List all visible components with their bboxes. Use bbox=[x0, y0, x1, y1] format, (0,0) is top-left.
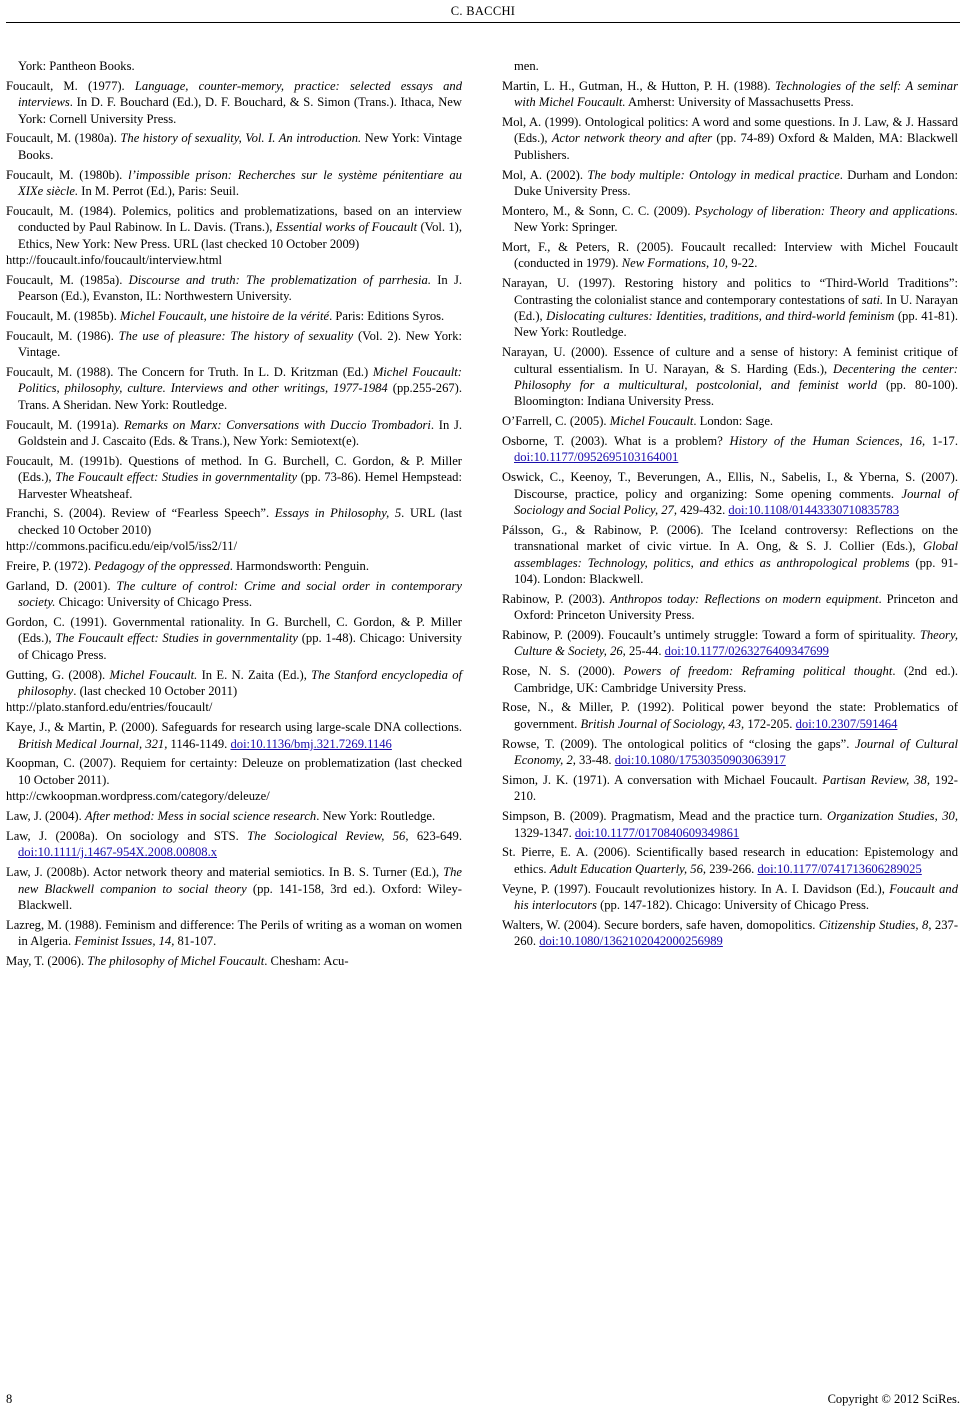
doi-link[interactable]: doi:10.2307/591464 bbox=[795, 716, 898, 731]
reference-text: In U. Narayan (Ed.), bbox=[514, 292, 958, 324]
reference-italic-title: Technologies of the self: A seminar with Michel Foucault. bbox=[514, 78, 958, 110]
doi-link[interactable]: doi:10.1080/1362102042000256989 bbox=[539, 934, 723, 949]
reference-italic-title: The Stanford encyclopedia of philosophy bbox=[18, 667, 463, 699]
reference-text: 237-260. bbox=[514, 917, 959, 949]
doi-link[interactable]: doi:10.1136/bmj.321.7269.1146 bbox=[230, 736, 392, 751]
reference-text: Mort, F., & Peters, R. (2005). Foucault recalled: Interview with Michel Foucault (conducted in 1979). bbox=[502, 240, 958, 271]
running-header: C. BACCHI bbox=[450, 4, 516, 18]
reference-italic-title: The philosophy of Michel Foucault bbox=[87, 953, 265, 968]
reference-text: Rabinow, P. (2009). Foucault’s untimely struggle: Toward a form of spirituality. bbox=[502, 628, 920, 643]
reference-text: . Chesham: Acu- bbox=[264, 953, 349, 968]
reference-text: Foucault, M. (1980a). bbox=[6, 131, 121, 146]
reference-entry bbox=[6, 917, 462, 950]
reference-italic-title: The body multiple: Ontology in medical practice bbox=[587, 167, 840, 182]
reference-italic-title: Journal of Sociology and Social Policy, 27, bbox=[514, 486, 959, 518]
reference-italic-title: sati. bbox=[861, 292, 884, 307]
reference-entry bbox=[502, 433, 958, 466]
reference-text: Koopman, C. (2007). Requiem for certainty: Deleuze on problematization (last checked 10 October 2011). bbox=[6, 756, 462, 787]
reference-text: . London: Sage. bbox=[693, 414, 774, 429]
reference-italic-title: Anthropos today: Reflections on modern equipment bbox=[610, 591, 879, 606]
reference-continuation bbox=[502, 58, 958, 74]
reference-text: Narayan, U. (1997). Restoring history and politics to “Third-World Traditions”: Contrasting the colonialist stance and contemporary contestations of bbox=[502, 276, 958, 307]
reference-entry bbox=[6, 203, 462, 269]
reference-text: 192-210. bbox=[514, 772, 959, 804]
reference-text: 172-205. bbox=[744, 716, 796, 731]
reference-text: Law, J. (2008a). On sociology and STS. bbox=[6, 828, 248, 843]
reference-text: Rose, N., & Miller, P. (1992). Political power beyond the state: Problematics of government. bbox=[502, 700, 958, 731]
reference-text: In M. Perrot (Ed.), Paris: Seuil. bbox=[78, 184, 240, 199]
reference-url[interactable]: http://commons.pacificu.edu/eip/vol5/iss2/11/ bbox=[6, 539, 238, 554]
reference-italic-title: Michel Foucault bbox=[609, 414, 694, 429]
reference-text: Mol, A. (2002). bbox=[502, 167, 588, 182]
reference-text: Oswick, C., Keenoy, T., Beverungen, A., Ellis, N., Sabelis, I., & Yberna, S. (2007). Discourse, practice, policy and organizing: Some opening comments. bbox=[502, 470, 958, 501]
reference-text: . Paris: Editions Syros. bbox=[329, 309, 445, 324]
reference-italic-title: Essays in Philosophy, 5 bbox=[274, 506, 402, 521]
references-left-column bbox=[6, 58, 462, 973]
reference-entry bbox=[6, 453, 462, 502]
reference-italic-title: Dislocating cultures: Identities, traditions, and third-world feminism bbox=[546, 309, 895, 324]
reference-entry bbox=[6, 364, 462, 413]
reference-italic-title: Powers of freedom: Reframing political thought bbox=[623, 664, 893, 679]
reference-italic-title: Michel Foucault: Politics, philosophy, culture. Interviews and other writings, 1977-1984 bbox=[18, 365, 462, 396]
doi-link[interactable]: doi:10.1080/17530350903063917 bbox=[614, 753, 786, 768]
reference-italic-title: Essential works of Foucault bbox=[275, 220, 418, 235]
reference-entry bbox=[502, 808, 958, 841]
reference-entry bbox=[502, 239, 958, 272]
reference-text: O’Farrell, C. (2005). bbox=[502, 414, 610, 429]
reference-text: 623-649. bbox=[408, 828, 463, 843]
reference-text: . In J. Goldstein and J. Cascaito (Eds. & Trans.), New York: Semiotext(e). bbox=[18, 417, 462, 449]
reference-italic-title: The culture of control: Crime and social order in contemporary society. bbox=[18, 578, 462, 610]
reference-text: men. bbox=[514, 59, 539, 73]
reference-italic-title: Global assemblages: Technology, politics, and ethics as anthropological problems bbox=[514, 539, 958, 570]
references-right-column bbox=[502, 58, 958, 953]
reference-entry bbox=[502, 736, 958, 769]
reference-entry bbox=[6, 719, 462, 752]
reference-text: Law, J. (2008b). Actor network theory and material semiotics. In B. S. Turner (Ed.), bbox=[6, 865, 444, 880]
reference-entry bbox=[6, 505, 462, 554]
reference-italic-title: Actor network theory and after bbox=[551, 131, 713, 146]
reference-italic-title: British Medical Journal, 321, bbox=[18, 736, 168, 751]
reference-text: York: Pantheon Books. bbox=[18, 59, 135, 73]
reference-text: Mol, A. (1999). Ontological politics: A word and some questions. In J. Law, & J. Hassard (Eds.), bbox=[502, 115, 958, 146]
reference-text: (pp. 80-100). Bloomington: Indiana University Press. bbox=[514, 378, 958, 409]
reference-italic-title: Theory, Culture & Society, 26, bbox=[514, 628, 958, 659]
reference-italic-title: Michel Foucault. bbox=[109, 667, 198, 682]
reference-text: Foucault, M. (1991a). bbox=[6, 417, 124, 432]
reference-entry bbox=[502, 844, 958, 877]
reference-text: Rabinow, P. (2003). bbox=[502, 591, 611, 606]
reference-text: (pp. 41-81). New York: Routledge. bbox=[514, 309, 958, 340]
reference-text: (Vol. 2). New York: Vintage. bbox=[18, 328, 462, 360]
reference-text: Osborne, T. (2003). What is a problem? bbox=[502, 434, 730, 449]
reference-italic-title: British Journal of Sociology, 43, bbox=[580, 716, 745, 731]
reference-text: Gordon, C. (1991). Governmental rationality. In G. Burchell, C. Gordon, & P. Miller (Eds.), bbox=[6, 615, 462, 646]
reference-text: New York: Vintage Books. bbox=[18, 131, 463, 162]
reference-italic-title: The Sociological Review, 56, bbox=[247, 828, 409, 843]
reference-text: . Princeton and Oxford: Princeton University Press. bbox=[514, 591, 958, 623]
reference-url[interactable]: http://plato.stanford.edu/entries/foucault/ bbox=[6, 700, 213, 715]
reference-entry bbox=[6, 953, 462, 969]
reference-entry bbox=[6, 614, 462, 663]
reference-entry bbox=[6, 167, 462, 200]
reference-entry bbox=[502, 114, 958, 163]
reference-entry bbox=[6, 558, 462, 574]
reference-text: Foucault, M. (1984). Polemics, politics and problematizations, based on an interview conducted by Paul Rabinow. In L. Davis. (Trans.), bbox=[6, 203, 462, 235]
reference-text: . New York: Routledge. bbox=[316, 809, 436, 824]
reference-text: New York: Springer. bbox=[514, 220, 618, 235]
page-number: 8 bbox=[6, 1392, 13, 1406]
reference-url[interactable]: http://foucault.info/foucault/interview.html bbox=[6, 253, 223, 268]
reference-entry bbox=[502, 699, 958, 732]
reference-entry bbox=[502, 522, 958, 588]
reference-text: . URL (last checked 10 October 2010) bbox=[18, 506, 462, 537]
reference-text: . Harmondsworth: Penguin. bbox=[229, 559, 369, 574]
reference-italic-title: Journal of Cultural Economy, 2, bbox=[514, 736, 958, 768]
reference-italic-title: Michel Foucault, une histoire de la vérité bbox=[120, 309, 330, 324]
reference-text: Foucault, M. (1985a). bbox=[6, 272, 129, 287]
reference-text: Walters, W. (2004). Secure borders, safe haven, domopolitics. bbox=[502, 917, 819, 932]
reference-text: Foucault, M. (1977). bbox=[6, 78, 135, 93]
reference-text: . (2nd ed.). Cambridge, UK: Cambridge University Press. bbox=[514, 664, 958, 695]
reference-italic-title: Adult Education Quarterly, 56, bbox=[549, 861, 707, 876]
reference-italic-title: Psychology of liberation: Theory and applications. bbox=[694, 203, 958, 218]
reference-entry bbox=[6, 328, 462, 361]
reference-text: Kaye, J., & Martin, P. (2000). Safeguards for research using large-scale DNA collections. bbox=[6, 720, 462, 735]
reference-entry bbox=[6, 417, 462, 450]
reference-text: St. Pierre, E. A. (2006). Scientifically based research in education: Epistemology and ethics. bbox=[502, 845, 958, 876]
reference-text: (pp. 147-182). Chicago: University of Chicago Press. bbox=[596, 897, 870, 912]
reference-text: (pp. 141-158, 3rd ed.). Oxford: Wiley-Blackwell. bbox=[18, 881, 462, 912]
reference-entry bbox=[502, 167, 958, 200]
reference-text: Narayan, U. (2000). Essence of culture and a sense of history: A feminist critique of cultural essentialism. In U. Narayan, & S. Harding (Eds.), bbox=[502, 345, 958, 376]
reference-italic-title: Pedagogy of the oppressed bbox=[94, 559, 230, 574]
doi-link[interactable]: doi:10.1111/j.1467-954X.2008.00808.x bbox=[18, 845, 218, 860]
reference-text: Rose, N. S. (2000). bbox=[502, 664, 624, 679]
reference-entry bbox=[502, 78, 958, 111]
reference-text: Amherst: University of Massachusetts Press. bbox=[625, 95, 854, 110]
reference-italic-title: The history of sexuality, Vol. I. An introduction. bbox=[120, 131, 362, 146]
reference-text: Montero, M., & Sonn, C. C. (2009). bbox=[502, 203, 695, 218]
reference-text: In J. Pearson (Ed.), Evanston, IL: Northwestern University. bbox=[18, 272, 463, 304]
reference-text: Pálsson, G., & Rabinow, P. (2006). The Iceland controversy: Reflections on the transnational market of civic virtue. In A. Ong, & S. J. Collier (Eds.), bbox=[502, 522, 958, 554]
reference-entry bbox=[6, 667, 462, 716]
reference-italic-title: Organization Studies, 30, bbox=[826, 809, 958, 824]
reference-text: . Durham and London: Duke University Press. bbox=[514, 167, 958, 199]
reference-text: (pp.255-267). Trans. A Sheridan. New York: Routledge. bbox=[18, 381, 462, 412]
reference-text: 429-432. bbox=[677, 503, 729, 518]
doi-link[interactable]: doi:10.1108/01443330710835783 bbox=[728, 503, 900, 518]
reference-italic-title: The Foucault effect: Studies in governmentality bbox=[55, 631, 298, 646]
reference-entry bbox=[6, 578, 462, 611]
reference-text: (pp. 91-104). London: Blackwell. bbox=[514, 555, 958, 587]
doi-link[interactable]: doi:10.1177/0952695103164001 bbox=[514, 450, 679, 465]
reference-entry bbox=[6, 755, 462, 804]
reference-entry bbox=[6, 130, 462, 163]
reference-italic-title: Discourse and truth: The problematization of parrhesia. bbox=[128, 272, 431, 287]
reference-italic-title: The Foucault effect: Studies in governmentality bbox=[55, 470, 298, 485]
reference-text: In E. N. Zaita (Ed.), bbox=[197, 667, 312, 682]
reference-italic-title: Decentering the center: Philosophy for a multicultural, postcolonial, and feminist world bbox=[514, 361, 958, 393]
reference-italic-title: The new Blackwell companion to social theory bbox=[18, 865, 462, 896]
reference-entry bbox=[6, 808, 462, 824]
reference-italic-title: Partisan Review, 38, bbox=[822, 772, 930, 787]
reference-entry bbox=[502, 413, 958, 429]
reference-text: Veyne, P. (1997). Foucault revolutionizes history. In A. I. Davidson (Ed.), bbox=[502, 881, 890, 896]
reference-text: Chicago: University of Chicago Press. bbox=[55, 595, 252, 610]
reference-entry bbox=[6, 78, 462, 127]
reference-italic-title: Feminist Issues, 14, bbox=[74, 934, 175, 949]
reference-text: Foucault, M. (1985b). bbox=[6, 309, 121, 324]
reference-italic-title: New Formations, 10, bbox=[621, 256, 729, 271]
reference-text: 9-22. bbox=[728, 256, 758, 271]
reference-text: Law, J. (2004). bbox=[6, 809, 85, 824]
reference-text: 33-48. bbox=[575, 753, 615, 768]
reference-italic-title: l’impossible prison: Recherches sur le système pénitentiare au XIXe siècle. bbox=[18, 167, 462, 199]
reference-text: Franchi, S. (2004). Review of “Fearless Speech”. bbox=[6, 506, 275, 521]
reference-entry bbox=[6, 828, 462, 861]
reference-entry bbox=[502, 627, 958, 660]
reference-text: 1329-1347. bbox=[514, 825, 575, 840]
reference-entry bbox=[6, 272, 462, 305]
reference-url[interactable]: http://cwkoopman.wordpress.com/category/deleuze/ bbox=[6, 789, 270, 804]
reference-text: 1-17. bbox=[925, 434, 959, 449]
reference-text: (pp. 74-89) Oxford & Malden, MA: Blackwell Publishers. bbox=[514, 131, 959, 162]
reference-text: 1146-1149. bbox=[167, 736, 231, 751]
reference-text: Martin, L. H., Gutman, H., & Hutton, P. H. (1988). bbox=[502, 78, 776, 93]
reference-text: 25-44. bbox=[625, 644, 665, 659]
reference-text: Garland, D. (2001). bbox=[6, 578, 117, 593]
reference-continuation bbox=[6, 58, 462, 74]
doi-link[interactable]: doi:10.1177/0741713606289025 bbox=[757, 861, 922, 876]
reference-entry bbox=[502, 663, 958, 696]
reference-text: Freire, P. (1972). bbox=[6, 559, 95, 574]
reference-text: Lazreg, M. (1988). Feminism and difference: The Perils of writing as a woman on women in Algeria. bbox=[6, 917, 462, 949]
doi-link[interactable]: doi:10.1177/0170840609349861 bbox=[574, 825, 740, 840]
reference-text: (pp. 1-48). Chicago: University of Chicago Press. bbox=[18, 631, 462, 662]
reference-text: Simon, J. K. (1971). A conversation with Michael Foucault. bbox=[502, 772, 823, 787]
reference-text: Foucault, M. (1991b). Questions of method. In G. Burchell, C. Gordon, & P. Miller (Eds.), bbox=[6, 453, 462, 485]
reference-text: Gutting, G. (2008). bbox=[6, 667, 110, 682]
reference-text: May, T. (2006). bbox=[6, 953, 88, 968]
reference-entry bbox=[502, 591, 958, 624]
reference-text: (Vol. 1), Ethics, New York: New Press. URL (last checked 10 October 2009) bbox=[18, 220, 463, 251]
reference-text: (pp. 73-86). Hemel Hempstead: Harvester Wheatsheaf. bbox=[18, 470, 462, 501]
reference-entry bbox=[502, 469, 958, 518]
reference-entry bbox=[6, 864, 462, 913]
reference-text: . (last checked 10 October 2011) bbox=[73, 684, 238, 699]
reference-italic-title: Language, counter-memory, practice: selected essays and interviews bbox=[18, 78, 462, 110]
reference-text: 81-107. bbox=[174, 934, 217, 949]
reference-text: Rowse, T. (2009). The ontological politics of “closing the gaps”. bbox=[502, 736, 856, 751]
reference-entry bbox=[502, 772, 958, 805]
reference-entry bbox=[502, 344, 958, 410]
doi-link[interactable]: doi:10.1177/0263276409347699 bbox=[664, 644, 829, 659]
reference-entry bbox=[502, 203, 958, 236]
reference-text: Foucault, M. (1988). The Concern for Truth. In L. D. Kritzman (Ed.) bbox=[6, 365, 373, 380]
reference-entry bbox=[502, 275, 958, 341]
reference-text: . In D. F. Bouchard (Ed.), D. F. Bouchard, & S. Simon (Trans.). Ithaca, New York: Cornell University Press. bbox=[18, 95, 462, 126]
reference-text: 239-266. bbox=[706, 861, 758, 876]
reference-text: Foucault, M. (1980b). bbox=[6, 167, 129, 182]
reference-text: Simpson, B. (2009). Pragmatism, Mead and the practice turn. bbox=[502, 809, 827, 824]
reference-entry bbox=[6, 308, 462, 324]
reference-entry bbox=[502, 917, 958, 950]
reference-entry bbox=[502, 881, 958, 914]
reference-italic-title: The use of pleasure: The history of sexuality bbox=[118, 328, 354, 343]
reference-text: Foucault, M. (1986). bbox=[6, 328, 119, 343]
reference-italic-title: Foucault and his interlocutors bbox=[514, 881, 958, 912]
reference-italic-title: Citizenship Studies, 8, bbox=[818, 917, 932, 932]
reference-italic-title: After method: Mess in social science research bbox=[84, 809, 317, 824]
reference-italic-title: History of the Human Sciences, 16, bbox=[729, 434, 926, 449]
reference-italic-title: Remarks on Marx: Conversations with Duccio Trombadori bbox=[124, 417, 431, 432]
header-rule bbox=[6, 22, 960, 23]
copyright-notice: Copyright © 2012 SciRes. bbox=[827, 1392, 960, 1406]
